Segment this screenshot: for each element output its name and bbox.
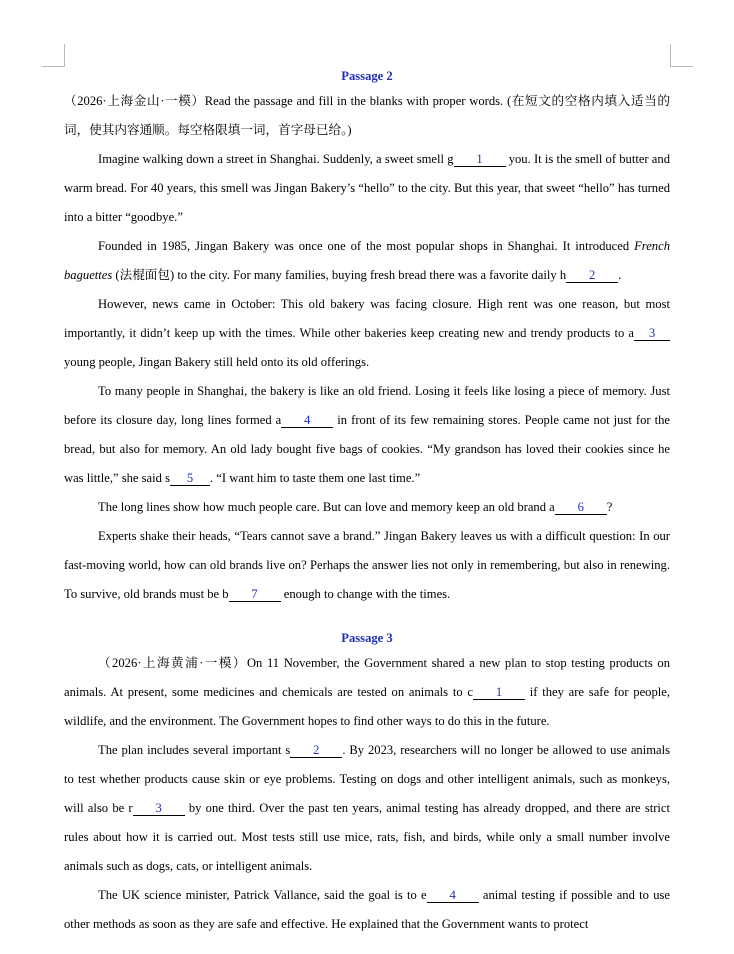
blank-4: 4: [281, 413, 333, 428]
text: However, news came in October: This old bakery was facing closure. High rent was one reason, but most importantly, it didn’t keep up with the times. While other bakeries keep creating new and trendy products to a: [64, 297, 670, 340]
text: animal testing if possible and to use other methods as soon as they are safe and effective. He explained that the Government wants to protect: [64, 888, 670, 931]
text: (法棍面包) to the city. For many families, buying fresh bread there was a favorite daily h: [112, 268, 567, 282]
passage-3-title: Passage 3: [341, 631, 393, 645]
blank-1: 1: [473, 685, 525, 700]
blank-3: 3: [133, 801, 185, 816]
text: . “I want him to taste them one last time.”: [209, 471, 421, 485]
page-corner-mark-right: [670, 44, 693, 67]
text: The plan includes several important s: [98, 743, 291, 757]
blank-4: 4: [427, 888, 479, 903]
text: young people, Jingan Bakery still held onto its old offerings.: [64, 355, 370, 369]
blank-2: 2: [290, 743, 342, 758]
text: in front of its few remaining stores. People came not just for the bread, but also for memory. An old lady bought five bags of cookies. “My grandson has loved their cookies since he was little,” she said s: [64, 413, 670, 485]
blank-1: 1: [454, 152, 506, 167]
text: Founded in 1985, Jingan Bakery was once one of the most popular shops in Shanghai. It introduced: [98, 239, 635, 253]
blank-3: 3: [634, 326, 670, 341]
passage-2-source: （2026·上海金山·一模）: [64, 94, 205, 108]
text: .: [618, 268, 622, 282]
instructions-text: Read the passage and fill in the blanks with proper words. (在短文的空格内填入适当的词，使其内容通顺。每空格限填一词，首字母已给。): [64, 94, 670, 137]
blank-6: 6: [555, 500, 607, 515]
passage-2-instructions: [64, 87, 670, 145]
text: enough to change with the times.: [280, 587, 451, 601]
passage-2-paragraph-2: [64, 232, 670, 290]
blank-7: 7: [229, 587, 281, 602]
passage-2-paragraph-4: [64, 377, 670, 493]
passage-2-paragraph-6: [64, 522, 670, 609]
passage-2-paragraph-3: [64, 290, 670, 377]
passage-3-paragraph-1: [64, 649, 670, 736]
text: you. It is the smell of butter and warm bread. For 40 years, this smell was Jingan Bakery’s “hello” to the city. But this year, that sweet “hello” has turned into a bitter “goodbye.”: [64, 152, 670, 224]
page-corner-mark-left: [42, 44, 65, 67]
italic-term: French baguettes: [64, 239, 670, 282]
text: . By 2023, researchers will no longer be allowed to use animals to test whether products cause skin or eye problems. Testing on dogs and other intelligent animals, such as monkeys, will also be r: [64, 743, 670, 815]
text: Experts shake their heads, “Tears cannot save a brand.” Jingan Bakery leaves us with a difficult question: In our fast-moving world, how can old brands live on? Perhaps the answer lies not only in remembering, but also in renewing. To survive, old brands must be b: [64, 529, 670, 601]
passage-2-paragraph-1: [64, 145, 670, 232]
text: Imagine walking down a street in Shanghai. Suddenly, a sweet smell g: [98, 152, 454, 166]
blank-5: 5: [170, 471, 210, 486]
passage-3-paragraph-3: [64, 881, 670, 939]
spacer: [64, 609, 670, 628]
text: To many people in Shanghai, the bakery is like an old friend. Losing it feels like losing a piece of memory. Just before its closure day, long lines formed a: [64, 384, 670, 427]
passage-2-paragraph-5: [64, 493, 670, 522]
blank-2: 2: [566, 268, 618, 283]
text: if they are safe for people, wildlife, and the environment. The Government hopes to find other ways to do this in the future.: [64, 685, 670, 728]
document-page: [64, 66, 670, 939]
passage-3-paragraph-2: [64, 736, 670, 881]
text: The UK science minister, Patrick Vallance, said the goal is to e: [98, 888, 427, 902]
passage-3-source: （2026·上海黄浦·一模）: [98, 656, 247, 670]
passage-2-title: Passage 2: [341, 69, 393, 83]
text: by one third. Over the past ten years, animal testing has already dropped, and there are strict rules about how it is carried out. Most tests still use mice, rats, fish, and birds, while only a small number involve animals such as dogs, cats, or intelligent animals.: [64, 801, 670, 873]
text: ?: [606, 500, 613, 514]
text: The long lines show how much people care. But can love and memory keep an old brand a: [98, 500, 555, 514]
text: On 11 November, the Government shared a new plan to stop testing products on animals. At present, some medicines and chemicals are tested on animals to c: [64, 656, 670, 699]
